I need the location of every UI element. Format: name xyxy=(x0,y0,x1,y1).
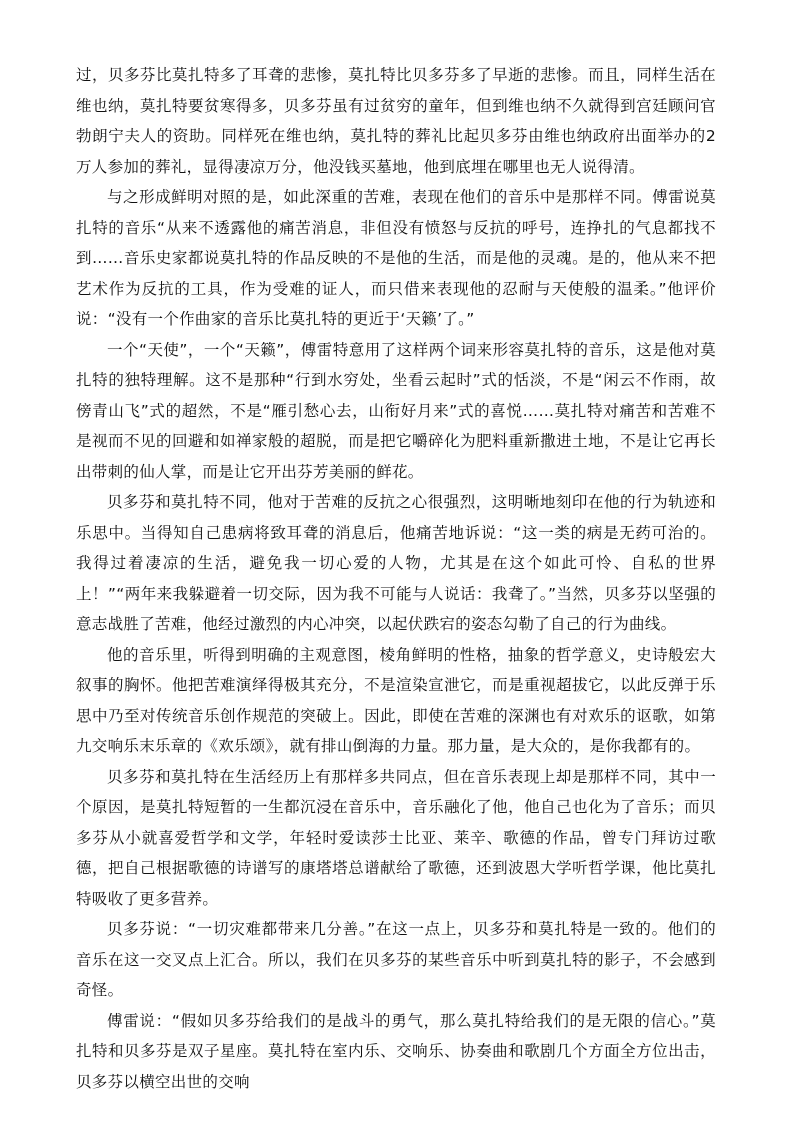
paragraph-continuation: 过，贝多芬比莫扎特多了耳聋的悲惨，莫扎特比贝多芬多了早逝的悲惨。而且，同样生活在维也纳，莫扎特要贫寒得多，贝多芬虽有过贫穷的童年，但到维也纳不久就得到宫廷顾问官勃朗宁夫人的资助。同样死在维也纳，莫扎特的葬礼比起贝多芬由维也纳政府出面举办的2万人参加的葬礼，显得凄凉万分，他没钱买墓地，他到底埋在哪里也无人说得清。 xyxy=(76,66,716,176)
paragraph: 贝多芬说：“一切灾难都带来几分善。”在这一点上，贝多芬和莫扎特是一致的。他们的音乐在这一交叉点上汇合。所以，我们在贝多芬的某些音乐中听到莫扎特的影子，不会感到奇怪。 xyxy=(76,920,716,999)
document-body xyxy=(76,60,716,1097)
paragraph: 贝多芬和莫扎特不同，他对于苦难的反抗之心很强烈，这明晰地刻印在他的行为轨迹和乐思中。当得知自己患病将致耳聋的消息后，他痛苦地诉说：“这一类的病是无药可治的。我得过着凄凉的生活，避免我一切心爱的人物，尤其是在这个如此可怜、自私的世界上！”“两年来我躲避着一切交际，因为我不可能与人说话：我聋了。”当然，贝多芬以坚强的意志战胜了苦难，他经过激烈的内心冲突，以起伏跌宕的姿态勾勒了自己的行为曲线。 xyxy=(76,493,716,633)
paragraph: 傅雷说：“假如贝多芬给我们的是战斗的勇气，那么莫扎特给我们的是无限的信心。”莫扎特和贝多芬是双子星座。莫扎特在室内乐、交响乐、协奏曲和歌剧几个方面全方位出击，贝多芬以横空出世的交响 xyxy=(76,1011,716,1091)
paragraph: 他的音乐里，听得到明确的主观意图，棱角鲜明的性格，抽象的哲学意义，史诗般宏大叙事的胸怀。他把苦难演绎得极其充分，不是渲染宣泄它，而是重视超拔它，以此反弹于乐思中乃至对传统音乐创作规范的突破上。因此，即使在苦难的深渊也有对欢乐的讴歌，如第九交响乐末乐章的《欢乐颂》，就有排山倒海的力量。那力量，是大众的，是你我都有的。 xyxy=(76,645,716,755)
paragraph: 一个“天使”，一个“天籁”，傅雷特意用了这样两个词来形容莫扎特的音乐，这是他对莫扎特的独特理解。这不是那种“行到水穷处，坐看云起时”式的恬淡，不是“闲云不作雨，故傍青山飞”式的超然，不是“雁引愁心去，山衔好月来”式的喜悦……莫扎特对痛苦和苦难不是视而不见的回避和如禅家般的超脱，而是把它嚼碎化为肥料重新撒进土地，不是让它再长出带刺的仙人掌，而是让它开出芬芳美丽的鲜花。 xyxy=(76,340,716,481)
paragraph: 贝多芬和莫扎特在生活经历上有那样多共同点，但在音乐表现上却是那样不同，其中一个原因，是莫扎特短暂的一生都沉浸在音乐中，音乐融化了他，他自己也化为了音乐；而贝多芬从小就喜爱哲学和文学，年轻时爱读莎士比亚、莱辛、歌德的作品，曾专门拜访过歌德，把自己根据歌德的诗谱写的康塔塔总谱献给了歌德，还到波恩大学听哲学课，他比莫扎特吸收了更多营养。 xyxy=(76,767,716,908)
paragraph: 与之形成鲜明对照的是，如此深重的苦难，表现在他们的音乐中是那样不同。傅雷说莫扎特的音乐“从来不透露他的痛苦消息，非但没有愤怒与反抗的呼号，连挣扎的气息都找不到……音乐史家都说莫扎特的作品反映的不是他的生活，而是他的灵魂。是的，他从来不把艺术作为反抗的工具，作为受难的证人，而只借来表现他的忍耐与天使般的温柔。”他评价说：“没有一个作曲家的音乐比莫扎特的更近于‘天籁’了。” xyxy=(76,188,716,328)
